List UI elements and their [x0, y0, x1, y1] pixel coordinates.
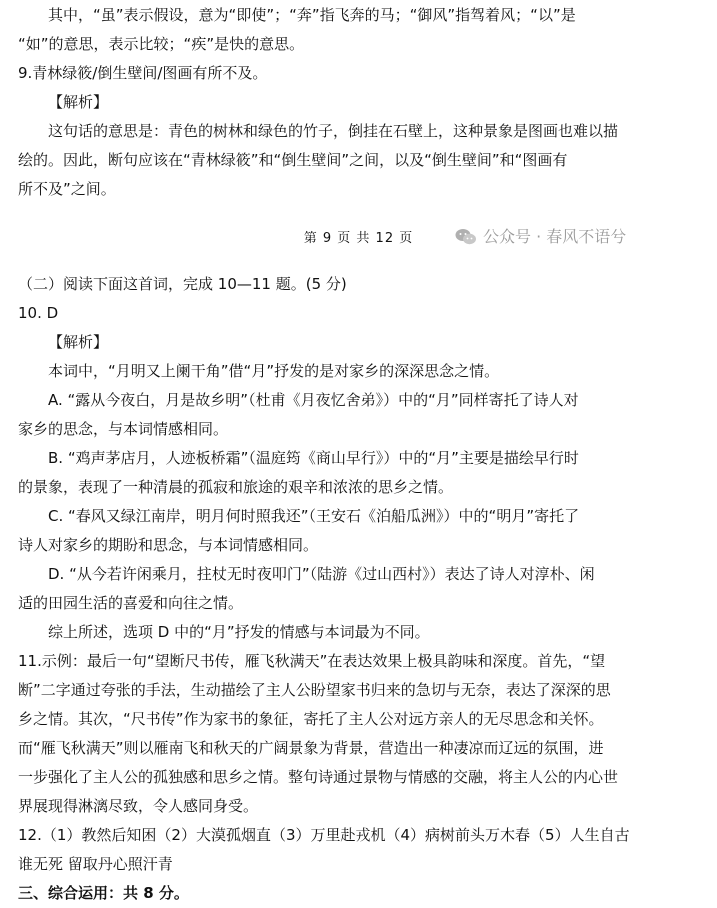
- text-line: 其中，“虽”表示假设，意为“即使”；“奔”指飞奔的马；“御风”指驾着风；“以”是: [48, 6, 576, 24]
- wechat-icon: [455, 228, 477, 246]
- text-line: 界展现得淋漓尽致，令人感同身受。: [18, 797, 259, 815]
- text-line: “如”的意思，表示比较；“疾”是快的意思。: [18, 35, 305, 53]
- text-line: 诗人对家乡的期盼和思念，与本词情感相同。: [18, 536, 319, 554]
- q9-answer: 9.青林绿筱/倒生壁间/图画有所不及。: [18, 64, 268, 82]
- text-line: 这句话的意思是：青色的树林和绿色的竹子，倒挂在石壁上，这种景象是图画也难以描: [48, 122, 619, 140]
- text-line: 所不及”之间。: [18, 180, 116, 198]
- section-two: [18, 270, 693, 908]
- option-d: D. “从今若许闲乘月，拄杖无时夜叩门”（陆游《过山西村》）表达了诗人对淳朴、闲: [48, 565, 595, 583]
- watermark-text: 公众号 · 春风不语兮: [483, 227, 627, 246]
- summary: 综上所述，选项 D 中的“月”抒发的情感与本词最为不同。: [48, 623, 430, 641]
- option-a: A. “露从今夜白，月是故乡明”（杜甫《月夜忆舍弟》）中的“月”同样寄托了诗人对: [48, 391, 579, 409]
- text-line: 的景象，表现了一种清晨的孤寂和旅途的艰辛和浓浓的思乡之情。: [18, 478, 454, 496]
- text-line: 绘的。因此，断句应该在“青林绿筱”和“倒生壁间”之间，以及“倒生壁间”和“图画有: [18, 151, 568, 169]
- text-line: 本词中，“月明又上阑干角”借“月”抒发的是对家乡的深深思念之情。: [48, 362, 500, 380]
- analysis-tag: 【解析】: [48, 333, 109, 351]
- q12-answer: 12.（1）教然后知困（2）大漠孤烟直（3）万里赴戎机（4）病树前头万木春（5）人生自古: [18, 826, 630, 844]
- top-section: [18, 1, 693, 204]
- text-line: 断”二字通过夸张的手法，生动描绘了主人公盼望家书归来的急切与无奈，表达了深深的思: [18, 681, 611, 699]
- text-line: 而“雁飞秋满天”则以雁南飞和秋天的广阔景象为背景，营造出一种凄凉而辽远的氛围，进: [18, 739, 604, 757]
- analysis-tag: 【解析】: [48, 93, 109, 111]
- option-c: C. “春风又绿江南岸，明月何时照我还”（王安石《泊船瓜洲》）中的“明月”寄托了: [48, 507, 580, 525]
- text-line: 谁无死 留取丹心照汗青: [18, 855, 173, 873]
- text-line: 适的田园生活的喜爱和向往之情。: [18, 594, 244, 612]
- text-line: 家乡的思念，与本词情感相同。: [18, 420, 229, 438]
- section-heading: 三、综合运用：共 8 分。: [18, 884, 189, 902]
- section-heading: （二）阅读下面这首词，完成 10—11 题。(5 分): [18, 275, 347, 293]
- q11-answer: 11.示例：最后一句“望断尺书传，雁飞秋满天”在表达效果上极具韵味和深度。首先，“望: [18, 652, 606, 670]
- q10-answer: 10. D: [18, 304, 59, 322]
- text-line: 一步强化了主人公的孤独感和思乡之情。整句诗通过景物与情感的交融，将主人公的内心世: [18, 768, 619, 786]
- option-b: B. “鸡声茅店月，人迹板桥霜”（温庭筠《商山早行》）中的“月”主要是描绘早行时: [48, 449, 579, 467]
- text-line: 乡之情。其次，“尺书传”作为家书的象征，寄托了主人公对远方亲人的无尽思念和关怀。: [18, 710, 604, 728]
- watermark: [455, 222, 626, 251]
- page-number: 第 9 页 共 12 页: [303, 231, 414, 246]
